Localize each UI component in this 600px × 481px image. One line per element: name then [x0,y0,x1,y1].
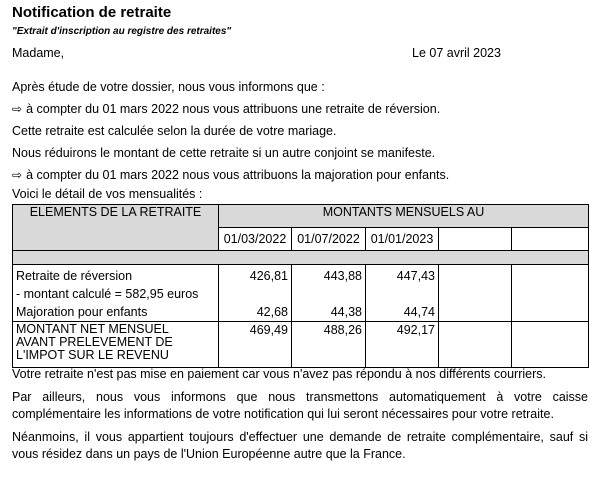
arrow-right-icon: ⇨ [12,102,23,116]
amount-col-1 [219,265,292,322]
header-elements: ELEMENTS DE LA RETRAITE [13,205,219,251]
header-montants: MONTANTS MENSUELS AU [219,205,589,228]
transmission-paragraph: Par ailleurs, nous vous informons que nous transmettons automatiquement à votre caisse complémentaire les informations de votre notification qui lui seront nécessaires pour votre retraite. [12,390,588,421]
reversion-value: 426,81 [249,269,288,283]
table-row-elements [13,265,219,322]
intro-text: Après étude de votre dossier, nous vous informons que : [12,80,325,94]
reversion-line [12,102,440,116]
net-value-3: 492,17 [366,322,439,368]
payment-paragraph: Votre retraite n'est pas mise en paiement car vous n'avez pas répondu à nos différents courriers. [12,367,546,381]
net-label-line-3: L'IMPOT SUR LE REVENU [16,348,169,362]
salutation: Madame, [12,46,65,60]
table-spacer-row [13,251,589,265]
letter-date: Le 07 avril 2023 [412,46,501,60]
amount-col-4 [439,265,512,322]
amount-col-3 [366,265,439,322]
majoration-text: à compter du 01 mars 2022 nous vous attribuons la majoration pour enfants. [26,168,450,182]
page-title: Notification de retraite [12,4,172,21]
net-label-line-1: MONTANT NET MENSUEL [16,322,169,336]
net-amount-label [13,322,219,368]
majoration-value: 42,68 [256,305,288,319]
retirement-details-table [12,204,589,368]
amount-col-2 [292,265,366,322]
details-intro: Voici le détail de vos mensualités : [12,187,203,201]
arrow-right-icon: ⇨ [12,168,23,182]
reversion-value: 447,43 [396,269,435,283]
row-label-majoration: Majoration pour enfants [16,305,148,319]
row-label-reversion: Retraite de réversion [16,269,133,283]
net-value-5 [512,322,589,368]
net-value-4 [439,322,512,368]
complementary-paragraph: Néanmoins, il vous appartient toujours d'effectuer une demande de retraite complémentaire, sauf si vous résidez dans un pays de l'Union Européenne autre que la France. [12,430,588,461]
net-value-1: 469,49 [219,322,292,368]
subtitle: "Extrait d'inscription au registre des retraites" [12,26,232,37]
reversion-text: à compter du 01 mars 2022 nous vous attribuons une retraite de réversion. [26,102,441,116]
calcul-line: Cette retraite est calculée selon la durée de votre mariage. [12,124,337,138]
date-col-2: 01/07/2022 [292,228,366,251]
row-label-montant-calcule: - montant calculé = 582,95 euros [16,287,199,301]
date-col-5 [512,228,589,251]
date-col-3: 01/01/2023 [366,228,439,251]
date-col-1: 01/03/2022 [219,228,292,251]
reversion-value: 443,88 [323,269,362,283]
net-value-2: 488,26 [292,322,366,368]
amount-col-5 [512,265,589,322]
majoration-value: 44,38 [330,305,362,319]
date-col-4 [439,228,512,251]
majoration-value: 44,74 [403,305,435,319]
reduction-line: Nous réduirons le montant de cette retraite si un autre conjoint se manifeste. [12,146,436,160]
majoration-line [12,168,449,182]
net-label-line-2: AVANT PRELEVEMENT DE [16,335,173,349]
